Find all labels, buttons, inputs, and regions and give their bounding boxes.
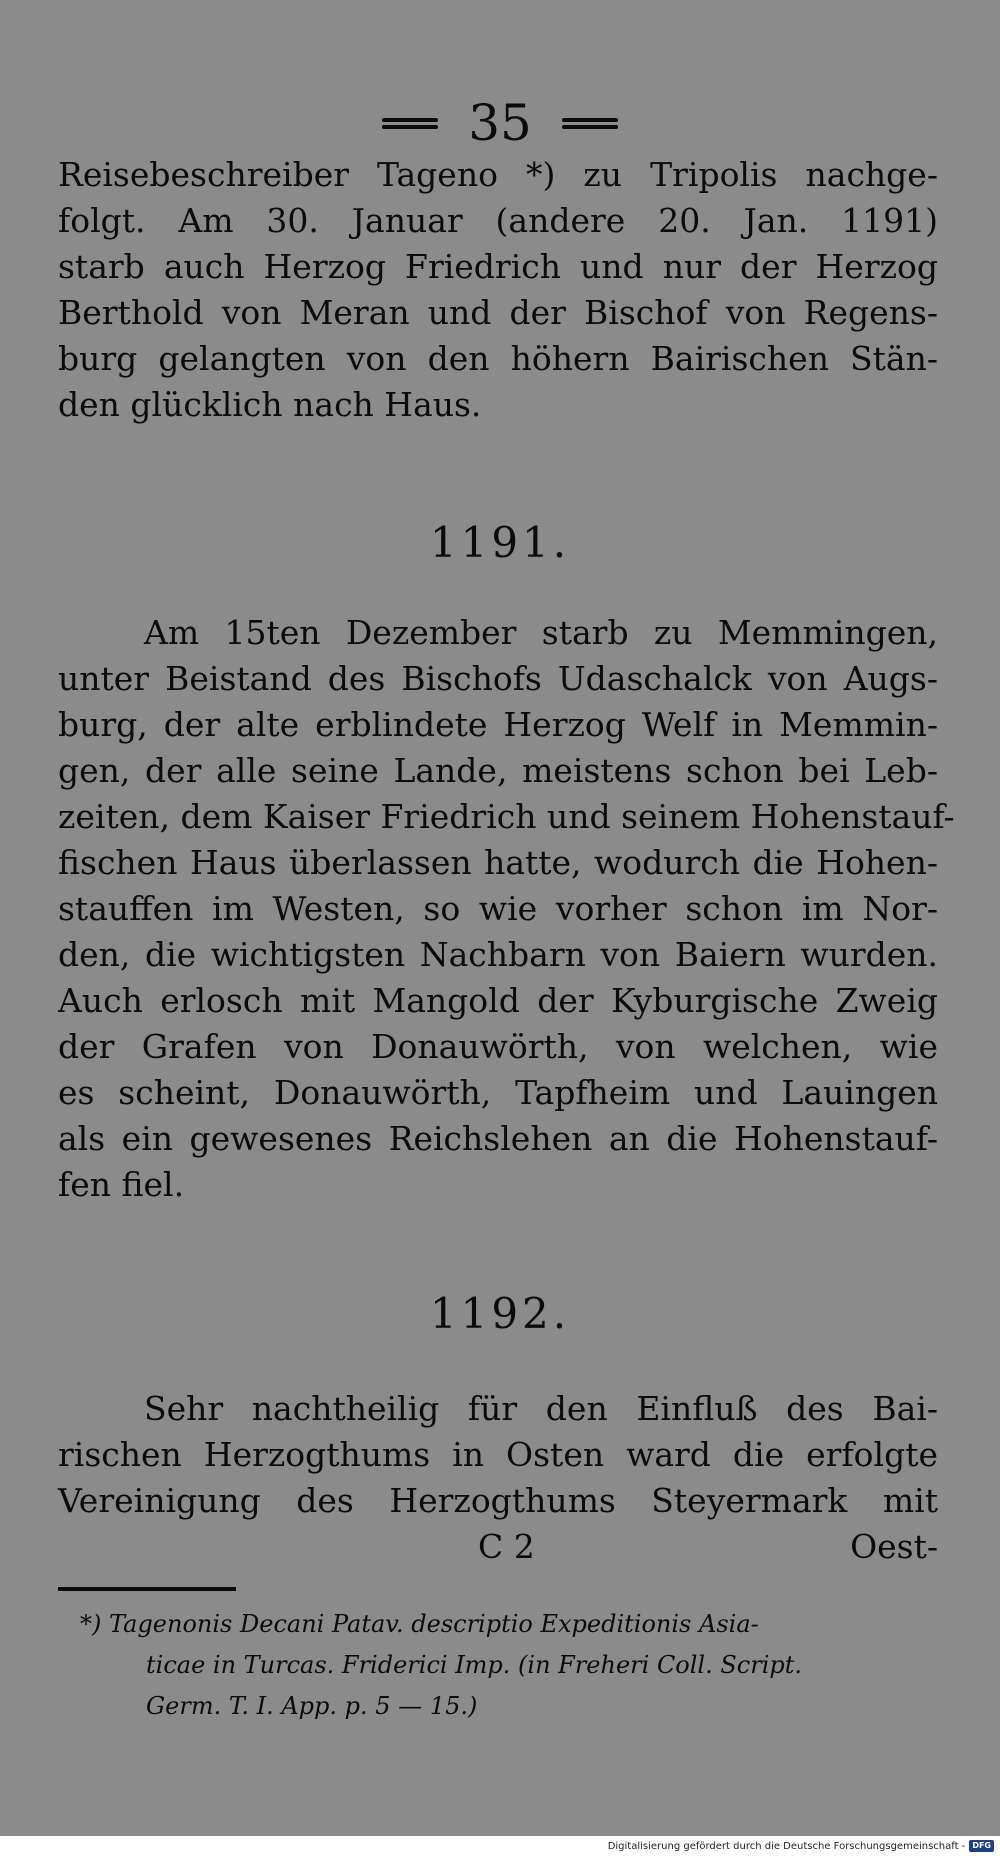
footnote-line: Germ. T. I. App. p. 5 — 15.) [146, 1692, 478, 1720]
catchword: Oest- [850, 1527, 938, 1566]
text-line: fischen Haus überlassen hatte, wodurch die Hohen- [58, 843, 938, 882]
text-line: als ein gewesenes Reichslehen an die Hohenstauf- [58, 1119, 938, 1158]
text-line: Vereinigung des Herzogthums Steyermark mit [58, 1481, 938, 1520]
text-line: folgt. Am 30. Januar (andere 20. Jan. 1191) [58, 201, 938, 240]
paragraph-3 [58, 1386, 938, 1524]
catchline [58, 1524, 938, 1570]
dfg-logo-icon: DFG [969, 1840, 994, 1852]
text-line: burg, der alte erblindete Herzog Welf in Memmin- [58, 705, 938, 744]
footer-credit-bar [0, 1836, 1000, 1856]
text-line: Sehr nachtheilig für den Einfluß des Bai- [144, 1389, 938, 1428]
text-line: Am 15ten Dezember starb zu Memmingen, [144, 613, 938, 652]
year-heading-1192: 1192. [429, 1289, 571, 1338]
text-line: Reisebeschreiber Tageno *) zu Tripolis nachge- [58, 155, 938, 194]
footnote [80, 1604, 940, 1727]
paragraph-1 [58, 152, 938, 428]
footnote-rule [58, 1587, 236, 1591]
page-header [0, 88, 1000, 158]
text-line: es scheint, Donauwörth, Tapfheim und Lauingen [58, 1073, 938, 1112]
signature-mark: C 2 [478, 1527, 535, 1566]
footer-credit: Digitalisierung gefördert durch die Deutsche Forschungsgemeinschaft - [607, 1840, 966, 1852]
footnote-line: *) Tagenonis Decani Patav. descriptio Expeditionis Asia- [80, 1610, 759, 1638]
text-line: den, die wichtigsten Nachbarn von Baiern wurden. [58, 935, 938, 974]
text-line: der Grafen von Donauwörth, von welchen, wie [58, 1027, 938, 1066]
text-line: unter Beistand des Bischofs Udaschalck von Augs- [58, 659, 938, 698]
header-dash-left [382, 117, 438, 129]
page-number: 35 [468, 94, 532, 152]
year-heading-1191: 1191. [429, 518, 571, 567]
text-line: fen fiel. [58, 1165, 185, 1204]
text-line: starb auch Herzog Friedrich und nur der Herzog [58, 247, 938, 286]
text-line: burg gelangten von den höhern Bairischen Stän- [58, 339, 938, 378]
text-line: gen, der alle seine Lande, meistens schon bei Leb- [58, 751, 938, 790]
text-line: den glücklich nach Haus. [58, 385, 482, 424]
text-line: rischen Herzogthums in Osten ward die erfolgte [58, 1435, 938, 1474]
header-dash-right [562, 117, 618, 129]
footnote-line: ticae in Turcas. Friderici Imp. (in Freheri Coll. Script. [146, 1651, 803, 1679]
text-line: zeiten, dem Kaiser Friedrich und seinem Hohenstauf- [58, 797, 955, 836]
text-line: Auch erlosch mit Mangold der Kyburgische Zweig [58, 981, 938, 1020]
text-line: stauffen im Westen, so wie vorher schon im Nor- [58, 889, 938, 928]
text-line: Berthold von Meran und der Bischof von Regens- [58, 293, 938, 332]
paragraph-2 [58, 610, 955, 1208]
